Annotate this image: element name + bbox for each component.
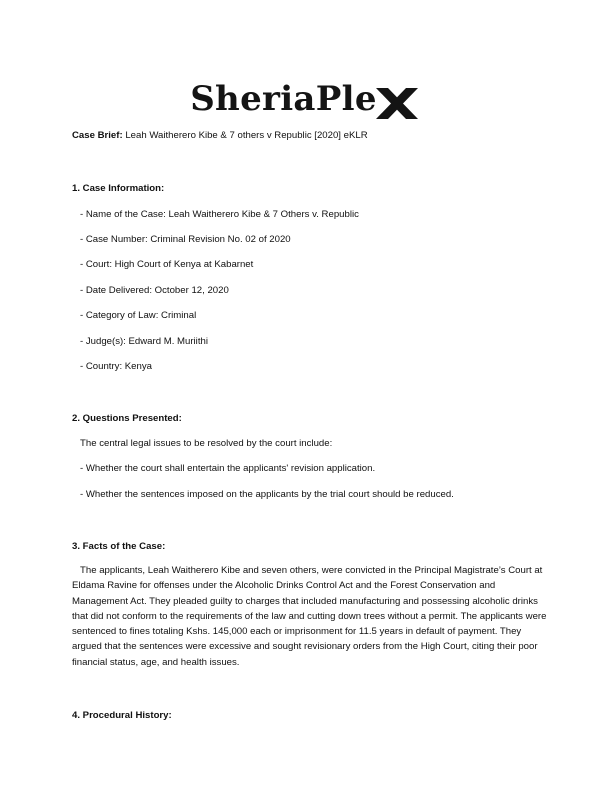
- facts-paragraph: The applicants, Leah Waitherero Kibe and seven others, were convicted in the Principal Magistrate’s Court at Eldama Ravine for offenses under the Alcoholic Drinks Control Act and the Forest Conservation and Management Act. They pleaded guilty to charges that included manufacturing and possessing alcoholic drinks that did not conform to the requirements of the law and cutting down trees without a permit. The applicants were sentenced to fines totaling Kshs. 145,000 each or imprisonment for 11.5 years in default of payment. They argued that the sentences were excessive and sought revisionary orders from the High Court, citing their poor financial status, age, and health issues.: [72, 565, 547, 668]
- questions-intro: The central legal issues to be resolved by the court include:: [80, 438, 333, 449]
- x-mark-icon: [374, 76, 422, 122]
- question-item: - Whether the sentences imposed on the applicants by the trial court should be reduced.: [80, 489, 454, 500]
- questions-heading: 2. Questions Presented:: [72, 413, 182, 424]
- case-brief-label: Case Brief:: [72, 130, 123, 141]
- judges-item: - Judge(s): Edward M. Muriithi: [80, 336, 208, 347]
- category-item: - Category of Law: Criminal: [80, 310, 197, 321]
- question-item: - Whether the court shall entertain the applicants' revision application.: [80, 463, 376, 474]
- country-item: - Country: Kenya: [80, 361, 152, 372]
- logo-text: SheriaPle: [190, 79, 377, 119]
- facts-heading: 3. Facts of the Case:: [72, 541, 166, 552]
- court-item: - Court: High Court of Kenya at Kabarnet: [80, 259, 254, 270]
- sheriaplex-logo: [0, 76, 612, 122]
- date-delivered-item: - Date Delivered: October 12, 2020: [80, 285, 229, 296]
- case-name-item: - Name of the Case: Leah Waitherero Kibe & 7 Others v. Republic: [80, 209, 359, 220]
- procedural-history-heading: 4. Procedural History:: [72, 710, 172, 721]
- case-brief-line: [72, 128, 550, 143]
- case-number-item: - Case Number: Criminal Revision No. 02 of 2020: [80, 234, 291, 245]
- case-information-heading: 1. Case Information:: [72, 183, 165, 194]
- case-brief-value: Leah Waitherero Kibe & 7 others v Republic [2020] eKLR: [125, 130, 368, 141]
